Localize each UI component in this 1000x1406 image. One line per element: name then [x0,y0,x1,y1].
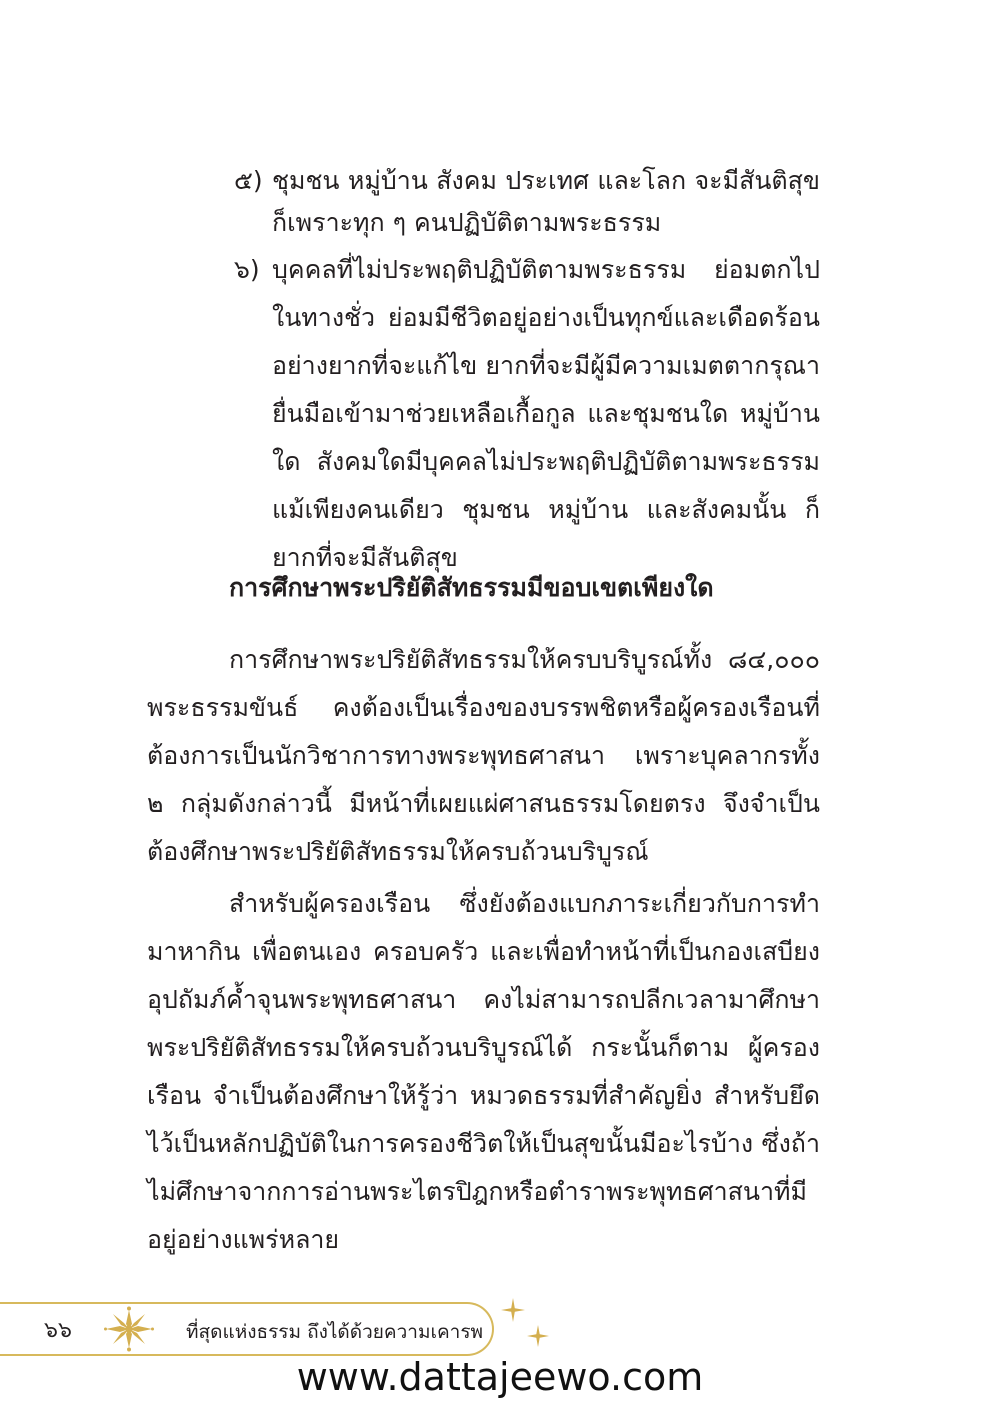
body-paragraph-1: การศึกษาพระปริยัติสัทธรรมให้ครบบริบูรณ์ทั้ง ๘๔,๐๐๐ พระธรรมขันธ์ คงต้องเป็นเรื่องของบรรพชิตหรือผู้ครองเรือนที่ต้องการเป็นนักวิชาการทางพระพุทธศาสนา เพราะบุคลากรทั้ง ๒ กลุ่มดังกล่าวนี้ มีหน้าที่เผยแผ่ศาสนธรรมโดยตรง จึงจำเป็นต้องศึกษาพระปริยัติสัทธรรมให้ครบถ้วนบริบูรณ์ [147,645,820,866]
book-title: ที่สุดแห่งธรรม ถึงได้ด้วยความเคารพ [186,1321,484,1343]
flower-ornament-icon [104,1306,154,1352]
page-number: ๖๖ [44,1318,72,1343]
website-watermark: www.dattajeewo.com [296,1355,704,1399]
body-paragraph-2: สำหรับผู้ครองเรือน ซึ่งยังต้องแบกภาระเกี่ยวกับการทำมาหากิน เพื่อตนเอง ครอบครัว และเพื่อทำหน้าที่เป็นกองเสบียง อุปถัมภ์ค้ำจุนพระพุทธศาสนา คงไม่สามารถปลีกเวลามาศึกษาพระปริยัติสัทธรรมให้ครบถ้วนบริบูรณ์ได้ กระนั้นก็ตาม ผู้ครองเรือน จำเป็นต้องศึกษาให้รู้ว่า หมวดธรรมที่สำคัญยิ่ง สำหรับยึดไว้เป็นหลักปฏิบัติในการครองชีวิตให้เป็นสุขนั้นมีอะไรบ้าง ซึ่งถ้าไม่ศึกษาจากการอ่านพระไตรปิฎกหรือตำราพระพุทธศาสนาที่มีอยู่อย่างแพร่หลาย [147,889,820,1254]
list-number-5: ๕) [234,166,263,195]
list-item-6 [234,246,820,582]
list-text-5: ชุมชน หมู่บ้าน สังคม ประเทศ และโลก จะมีสันติสุข ก็เพราะทุก ๆ คนปฏิบัติตามพระธรรม [272,166,820,237]
sparkle-icon [500,1297,526,1323]
list-item-5 [234,160,820,244]
list-number-6: ๖) [234,255,260,284]
list-text-6: บุคคลที่ไม่ประพฤติปฏิบัติตามพระธรรม ย่อมตกไปในทางชั่ว ย่อมมีชีวิตอยู่อย่างเป็นทุกข์และเดือดร้อน อย่างยากที่จะแก้ไข ยากที่จะมีผู้มีความเมตตากรุณายื่นมือเข้ามาช่วยเหลือเกื้อกูล และชุมชนใด หมู่บ้านใด สังคมใดมีบุคคลไม่ประพฤติปฏิบัติตามพระธรรม แม้เพียงคนเดียว ชุมชน หมู่บ้าน และสังคมนั้น ก็ยากที่จะมีสันติสุข [272,255,820,572]
section-heading: การศึกษาพระปริยัติสัทธรรมมีขอบเขตเพียงใด [229,573,714,602]
sparkle-icon [526,1324,550,1348]
